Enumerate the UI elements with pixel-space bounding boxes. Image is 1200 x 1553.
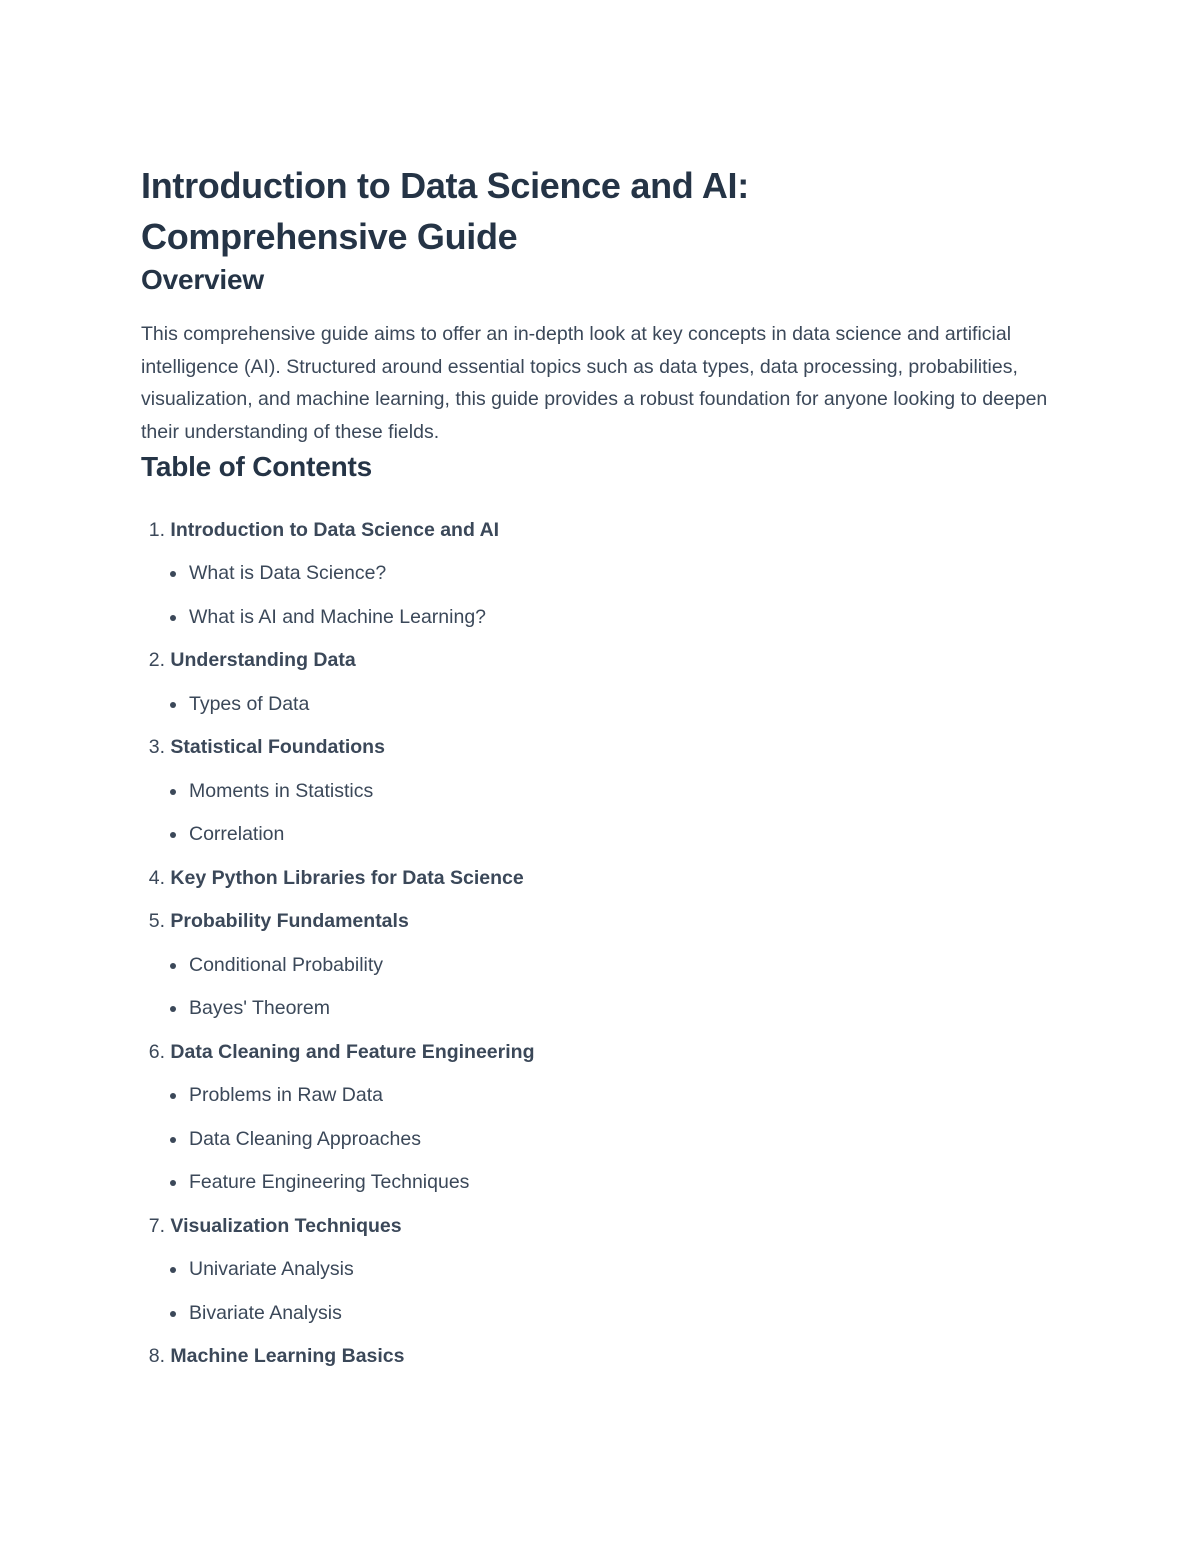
title-line-1: Introduction to Data Science and AI: [141, 165, 749, 206]
toc-entry [141, 900, 1051, 944]
toc-subitem-label: Bivariate Analysis [189, 1301, 342, 1324]
toc-item [141, 857, 1051, 901]
bullet-icon [170, 1311, 176, 1317]
toc-item-number: 8. [148, 1345, 165, 1368]
toc-item-label: Data Cleaning and Feature Engineering [170, 1040, 535, 1063]
toc-subitem-label: Problems in Raw Data [189, 1084, 383, 1107]
toc-subitem-label: Types of Data [189, 692, 310, 715]
page-title [141, 160, 1051, 262]
toc-item [141, 1205, 1051, 1336]
toc-entry [141, 1335, 1051, 1379]
bullet-icon [170, 615, 176, 621]
overview-heading: Overview [141, 264, 264, 295]
toc-sublist [141, 552, 1051, 639]
toc-item-number: 1. [148, 518, 165, 541]
toc-subitem [141, 1074, 1051, 1118]
toc-subitem [141, 987, 1051, 1031]
title-line-2: Comprehensive Guide [141, 216, 518, 257]
toc-item [141, 1031, 1051, 1205]
toc-item-number: 7. [148, 1214, 165, 1237]
toc-subitem-label: What is AI and Machine Learning? [189, 605, 487, 628]
toc-subitem-label: Feature Engineering Techniques [189, 1171, 470, 1194]
toc-sublist [141, 1074, 1051, 1205]
bullet-icon [170, 963, 176, 969]
toc-subitem-label: Bayes' Theorem [189, 997, 331, 1020]
toc-item-label: Probability Fundamentals [170, 910, 409, 933]
table-of-contents-heading: Table of Contents [141, 450, 372, 482]
toc-subitem [141, 1161, 1051, 1205]
toc-item-label: Introduction to Data Science and AI [170, 518, 500, 541]
toc-sublist [141, 944, 1051, 1031]
overview-paragraph: This comprehensive guide aims to offer an in-depth look at key concepts in data science and artificial intelligence (AI). Structured around essential topics such as data types, data processing, probabilities, visualization, and machine learning, this guide provides a robust foundation for anyone looking to deepen their understanding of these fields. [141, 323, 1048, 444]
toc-subitem-label: Univariate Analysis [189, 1258, 354, 1281]
toc-subitem [141, 596, 1051, 640]
toc-subitem-label: Data Cleaning Approaches [189, 1127, 421, 1150]
toc-item-number: 3. [148, 736, 165, 759]
toc-item [141, 1335, 1051, 1379]
toc-entry [141, 726, 1051, 770]
toc-sublist [141, 770, 1051, 857]
toc-item [141, 509, 1051, 640]
toc-subitem [141, 813, 1051, 857]
toc-entry [141, 509, 1051, 553]
bullet-icon [170, 702, 176, 708]
toc-subitem [141, 552, 1051, 596]
toc-subitem-label: What is Data Science? [189, 562, 387, 585]
toc-subitem [141, 944, 1051, 988]
toc-item [141, 900, 1051, 1031]
bullet-icon [170, 1006, 176, 1012]
toc-item-label: Visualization Techniques [170, 1214, 402, 1237]
toc-sublist [141, 1248, 1051, 1335]
toc-item-label: Machine Learning Basics [170, 1345, 405, 1368]
toc-subitem-label: Correlation [189, 823, 285, 846]
toc-item-number: 6. [148, 1040, 165, 1063]
toc-item [141, 726, 1051, 857]
bullet-icon [170, 832, 176, 838]
bullet-icon [170, 789, 176, 795]
toc-item-number: 2. [148, 649, 165, 672]
toc-subitem [141, 1292, 1051, 1336]
toc-item-label: Statistical Foundations [170, 736, 385, 759]
bullet-icon [170, 1267, 176, 1273]
bullet-icon [170, 1093, 176, 1099]
toc-item-number: 5. [148, 910, 165, 933]
toc-entry [141, 1205, 1051, 1249]
table-of-contents-list [141, 509, 1051, 1379]
toc-subitem [141, 683, 1051, 727]
toc-item-number: 4. [148, 866, 165, 889]
toc-subitem-label: Moments in Statistics [189, 779, 374, 802]
toc-item [141, 639, 1051, 726]
toc-item-label: Understanding Data [170, 649, 356, 672]
bullet-icon [170, 1180, 176, 1186]
bullet-icon [170, 1137, 176, 1143]
toc-sublist [141, 683, 1051, 727]
toc-item-label: Key Python Libraries for Data Science [170, 866, 524, 889]
toc-subitem [141, 1248, 1051, 1292]
toc-subitem [141, 770, 1051, 814]
document-page [141, 160, 1051, 1379]
toc-entry [141, 639, 1051, 683]
toc-entry [141, 1031, 1051, 1075]
toc-subitem [141, 1118, 1051, 1162]
toc-subitem-label: Conditional Probability [189, 953, 384, 976]
toc-entry [141, 857, 1051, 901]
bullet-icon [170, 571, 176, 577]
